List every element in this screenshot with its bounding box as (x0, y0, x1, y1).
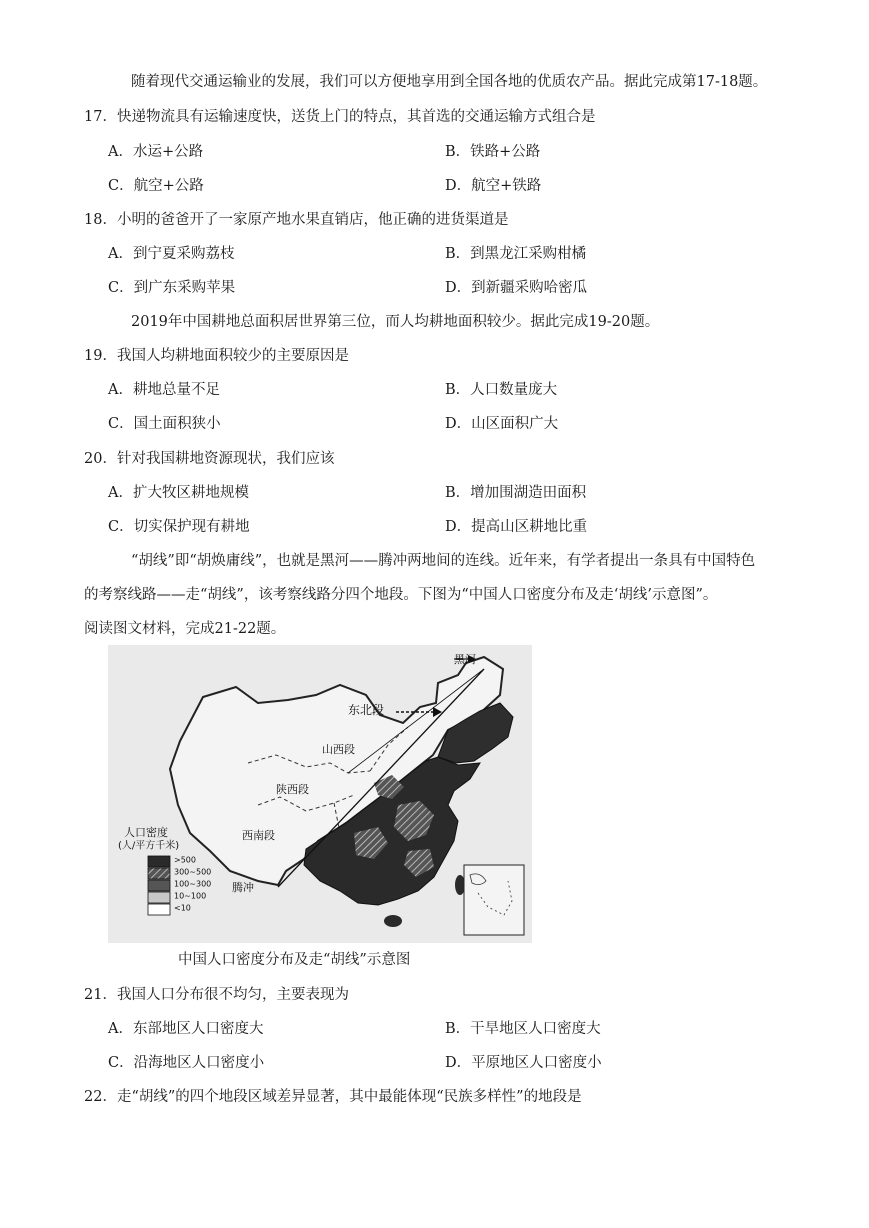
question-17-option-d: D．航空+铁路 (445, 178, 542, 194)
figure-caption: 中国人口密度分布及走“胡线”示意图 (178, 952, 411, 968)
label-heihe: 黑河 (454, 653, 476, 666)
label-tengchong: 腾冲 (232, 881, 254, 894)
label-xinan-segment: 西南段 (242, 829, 275, 842)
question-21-stem: 21．我国人口分布很不均匀，主要表现为 (84, 987, 349, 1003)
legend-swatch-10-100 (148, 892, 170, 903)
legend-swatch-lt10 (148, 904, 170, 915)
question-19-option-a: A．耕地总量不足 (108, 382, 220, 398)
intro-17-18: 随着现代交通运输业的发展，我们可以方便地享用到全国各地的优质农产品。据此完成第17-18题。 (131, 74, 768, 90)
question-18-stem: 18．小明的爸爸开了一家原产地水果直销店，他正确的进货渠道是 (84, 212, 509, 228)
question-21-option-b: B．干旱地区人口密度大 (445, 1021, 601, 1037)
legend-label: 300~500 (174, 867, 212, 877)
intro-21-22-line2: 的考察线路——走“胡线”，该考察线路分四个地段。下图为“中国人口密度分布及走‘胡线’示意图”。 (84, 587, 718, 603)
intro-19-20: 2019年中国耕地总面积居世界第三位，而人均耕地面积较少。据此完成19-20题。 (131, 314, 660, 330)
question-19-option-d: D．山区面积广大 (445, 416, 559, 432)
legend-swatch-300-500 (148, 868, 170, 879)
question-22-stem: 22．走“胡线”的四个地段区域差异显著，其中最能体现“民族多样性”的地段是 (84, 1089, 582, 1105)
population-density-map (108, 645, 532, 943)
legend-label: <10 (174, 903, 191, 913)
question-21-option-c: C．沿海地区人口密度小 (108, 1055, 265, 1071)
intro-21-22-line3: 阅读图文材料，完成21-22题。 (84, 621, 286, 637)
question-20-option-b: B．增加围湖造田面积 (445, 485, 587, 501)
question-20-option-c: C．切实保护现有耕地 (108, 519, 250, 535)
question-19-option-b: B．人口数量庞大 (445, 382, 558, 398)
legend-unit: (人/平方千米) (118, 840, 180, 852)
question-19-option-c: C．国土面积狭小 (108, 416, 221, 432)
question-21-option-a: A．东部地区人口密度大 (108, 1021, 264, 1037)
legend-label: >500 (174, 855, 196, 865)
legend-swatch-gt500 (148, 856, 170, 867)
legend-swatch-100-300 (148, 880, 170, 891)
legend-label: 100~300 (174, 879, 212, 889)
label-dongbei-segment: 东北段 (348, 702, 385, 717)
question-21-option-d: D．平原地区人口密度小 (445, 1055, 602, 1071)
label-shanxi-segment: 山西段 (322, 743, 355, 756)
question-17-option-b: B．铁路+公路 (445, 144, 541, 160)
south-china-sea-inset (464, 865, 524, 935)
legend-label: 10~100 (174, 891, 207, 901)
legend-title: 人口密度 (124, 826, 168, 839)
question-17-option-a: A．水运+公路 (108, 144, 204, 160)
question-18-option-d: D．到新疆采购哈密瓜 (445, 280, 588, 296)
question-18-option-c: C．到广东采购苹果 (108, 280, 236, 296)
question-20-stem: 20．针对我国耕地资源现状，我们应该 (84, 451, 335, 467)
question-18-option-b: B．到黑龙江采购柑橘 (445, 246, 587, 262)
label-shaanxi-segment: 陕西段 (276, 783, 309, 796)
intro-21-22-line1: “胡线”即“胡焕庸线”，也就是黑河——腾冲两地间的连线。近年来，有学者提出一条具有中国特色 (131, 553, 756, 569)
question-20-option-d: D．提高山区耕地比重 (445, 519, 588, 535)
question-19-stem: 19．我国人均耕地面积较少的主要原因是 (84, 348, 349, 364)
question-20-option-a: A．扩大牧区耕地规模 (108, 485, 249, 501)
question-18-option-a: A．到宁夏采购荔枝 (108, 246, 235, 262)
hainan-island (384, 915, 402, 927)
question-17-option-c: C．航空+公路 (108, 178, 204, 194)
question-17-stem: 17．快递物流具有运输速度快，送货上门的特点，其首选的交通运输方式组合是 (84, 109, 596, 125)
